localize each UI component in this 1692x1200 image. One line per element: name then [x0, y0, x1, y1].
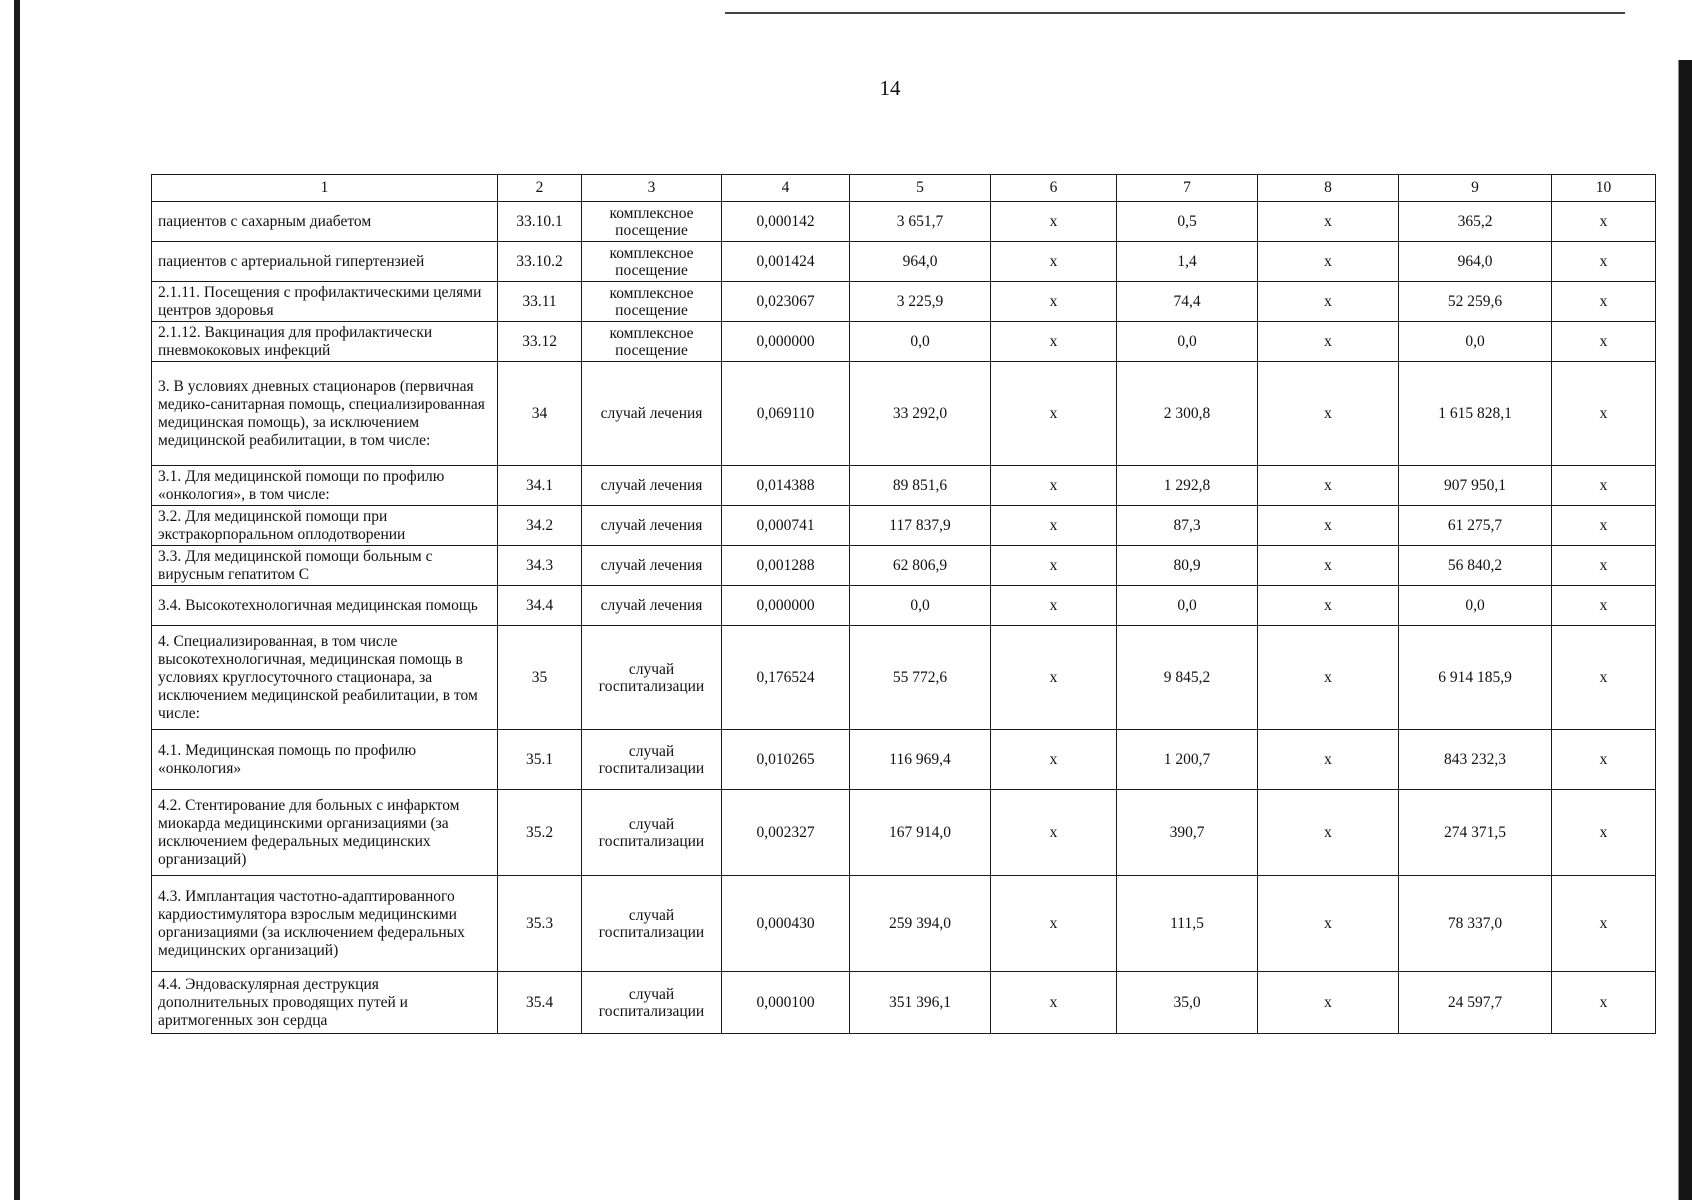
unit-cell: случай лечения [582, 466, 722, 506]
value-col9-cell: 56 840,2 [1399, 546, 1552, 586]
table-header-row [152, 175, 1656, 202]
unit-cell: случай госпитализации [582, 626, 722, 730]
value-col5-cell: 33 292,0 [850, 362, 991, 466]
value-col10-cell: х [1552, 282, 1656, 322]
header-cell: 4 [722, 175, 850, 202]
header-cell: 10 [1552, 175, 1656, 202]
value-col8-cell: х [1258, 322, 1399, 362]
unit-cell: случай лечения [582, 586, 722, 626]
value-col4-cell: 0,001424 [722, 242, 850, 282]
value-col5-cell: 351 396,1 [850, 972, 991, 1034]
value-col8-cell: х [1258, 586, 1399, 626]
table-row [152, 972, 1656, 1034]
value-col9-cell: 78 337,0 [1399, 876, 1552, 972]
value-col8-cell: х [1258, 282, 1399, 322]
value-col9-cell: 0,0 [1399, 322, 1552, 362]
row-code-cell: 34 [498, 362, 582, 466]
value-col6-cell: х [991, 626, 1117, 730]
row-code-cell: 34.4 [498, 586, 582, 626]
value-col7-cell: 0,0 [1117, 586, 1258, 626]
value-col6-cell: х [991, 730, 1117, 790]
indicator-name-cell: 3.3. Для медицинской помощи больным с вирусным гепатитом С [152, 546, 498, 586]
table-row [152, 202, 1656, 242]
value-col10-cell: х [1552, 506, 1656, 546]
header-cell: 3 [582, 175, 722, 202]
value-col9-cell: 365,2 [1399, 202, 1552, 242]
value-col5-cell: 3 225,9 [850, 282, 991, 322]
scan-edge-right [1670, 60, 1692, 1200]
value-col4-cell: 0,069110 [722, 362, 850, 466]
header-cell: 6 [991, 175, 1117, 202]
table-row [152, 546, 1656, 586]
value-col8-cell: х [1258, 790, 1399, 876]
value-col4-cell: 0,176524 [722, 626, 850, 730]
value-col10-cell: х [1552, 790, 1656, 876]
value-col6-cell: х [991, 972, 1117, 1034]
row-code-cell: 34.1 [498, 466, 582, 506]
indicator-name-cell: 4.4. Эндоваскулярная деструкция дополнительных проводящих путей и аритмогенных зон сердца [152, 972, 498, 1034]
value-col7-cell: 80,9 [1117, 546, 1258, 586]
value-col8-cell: х [1258, 972, 1399, 1034]
indicator-name-cell: 3. В условиях дневных стационаров (первичная медико-санитарная помощь, специализированная медицинская помощь), за исключением медицинской реабилитации, в том числе: [152, 362, 498, 466]
unit-cell: случай лечения [582, 362, 722, 466]
row-code-cell: 34.3 [498, 546, 582, 586]
table-row [152, 282, 1656, 322]
value-col9-cell: 61 275,7 [1399, 506, 1552, 546]
row-code-cell: 33.10.1 [498, 202, 582, 242]
value-col9-cell: 6 914 185,9 [1399, 626, 1552, 730]
value-col7-cell: 111,5 [1117, 876, 1258, 972]
value-col7-cell: 87,3 [1117, 506, 1258, 546]
indicator-name-cell: 3.4. Высокотехнологичная медицинская помощь [152, 586, 498, 626]
value-col9-cell: 964,0 [1399, 242, 1552, 282]
value-col6-cell: х [991, 876, 1117, 972]
value-col10-cell: х [1552, 876, 1656, 972]
page-number: 14 [879, 76, 901, 100]
value-col6-cell: х [991, 546, 1117, 586]
value-col10-cell: х [1552, 242, 1656, 282]
value-col8-cell: х [1258, 506, 1399, 546]
value-col8-cell: х [1258, 466, 1399, 506]
value-col8-cell: х [1258, 362, 1399, 466]
value-col5-cell: 167 914,0 [850, 790, 991, 876]
value-col7-cell: 0,0 [1117, 322, 1258, 362]
value-col5-cell: 0,0 [850, 322, 991, 362]
value-col4-cell: 0,000142 [722, 202, 850, 242]
indicator-name-cell: пациентов с сахарным диабетом [152, 202, 498, 242]
value-col5-cell: 116 969,4 [850, 730, 991, 790]
table-row [152, 586, 1656, 626]
indicator-name-cell: пациентов с артериальной гипертензией [152, 242, 498, 282]
value-col10-cell: х [1552, 322, 1656, 362]
value-col4-cell: 0,000741 [722, 506, 850, 546]
header-cell: 2 [498, 175, 582, 202]
value-col7-cell: 0,5 [1117, 202, 1258, 242]
indicator-name-cell: 4. Специализированная, в том числе высокотехнологичная, медицинская помощь в условиях круглосуточного стационара, за исключением медицинской реабилитации, в том числе: [152, 626, 498, 730]
value-col10-cell: х [1552, 202, 1656, 242]
value-col10-cell: х [1552, 546, 1656, 586]
value-col4-cell: 0,014388 [722, 466, 850, 506]
value-col8-cell: х [1258, 730, 1399, 790]
table-row [152, 322, 1656, 362]
table-row [152, 242, 1656, 282]
table-row [152, 362, 1656, 466]
indicator-name-cell: 3.1. Для медицинской помощи по профилю «онкология», в том числе: [152, 466, 498, 506]
value-col7-cell: 2 300,8 [1117, 362, 1258, 466]
value-col9-cell: 1 615 828,1 [1399, 362, 1552, 466]
value-col10-cell: х [1552, 972, 1656, 1034]
indicator-name-cell: 4.3. Имплантация частотно-адаптированного кардиостимулятора взрослым медицинскими организациями (за исключением федеральных медицинских организаций) [152, 876, 498, 972]
table-row [152, 466, 1656, 506]
value-col5-cell: 117 837,9 [850, 506, 991, 546]
value-col4-cell: 0,000000 [722, 322, 850, 362]
row-code-cell: 35 [498, 626, 582, 730]
row-code-cell: 33.11 [498, 282, 582, 322]
unit-cell: случай лечения [582, 546, 722, 586]
row-code-cell: 34.2 [498, 506, 582, 546]
value-col10-cell: х [1552, 586, 1656, 626]
value-col8-cell: х [1258, 546, 1399, 586]
value-col4-cell: 0,010265 [722, 730, 850, 790]
unit-cell: случай госпитализации [582, 876, 722, 972]
scan-edge-left [14, 0, 20, 1200]
unit-cell: комплексное посещение [582, 322, 722, 362]
unit-cell: случай госпитализации [582, 730, 722, 790]
row-code-cell: 35.2 [498, 790, 582, 876]
scan-line-top [725, 12, 1625, 14]
unit-cell: комплексное посещение [582, 242, 722, 282]
unit-cell: комплексное посещение [582, 202, 722, 242]
value-col6-cell: х [991, 506, 1117, 546]
row-code-cell: 35.3 [498, 876, 582, 972]
value-col10-cell: х [1552, 362, 1656, 466]
value-col6-cell: х [991, 242, 1117, 282]
row-code-cell: 35.1 [498, 730, 582, 790]
value-col7-cell: 1 292,8 [1117, 466, 1258, 506]
value-col7-cell: 9 845,2 [1117, 626, 1258, 730]
value-col4-cell: 0,023067 [722, 282, 850, 322]
header-cell: 7 [1117, 175, 1258, 202]
indicator-name-cell: 4.2. Стентирование для больных с инфарктом миокарда медицинскими организациями (за исключением федеральных медицинских организаций) [152, 790, 498, 876]
value-col4-cell: 0,000100 [722, 972, 850, 1034]
data-table [151, 174, 1656, 1034]
header-cell: 5 [850, 175, 991, 202]
table-row [152, 730, 1656, 790]
value-col7-cell: 35,0 [1117, 972, 1258, 1034]
value-col4-cell: 0,000430 [722, 876, 850, 972]
value-col4-cell: 0,002327 [722, 790, 850, 876]
value-col4-cell: 0,000000 [722, 586, 850, 626]
value-col9-cell: 0,0 [1399, 586, 1552, 626]
value-col5-cell: 3 651,7 [850, 202, 991, 242]
indicator-name-cell: 4.1. Медицинская помощь по профилю «онкология» [152, 730, 498, 790]
value-col7-cell: 390,7 [1117, 790, 1258, 876]
header-cell: 1 [152, 175, 498, 202]
unit-cell: случай госпитализации [582, 790, 722, 876]
header-cell: 9 [1399, 175, 1552, 202]
value-col6-cell: х [991, 282, 1117, 322]
value-col10-cell: х [1552, 730, 1656, 790]
indicator-name-cell: 3.2. Для медицинской помощи при экстракорпоральном оплодотворении [152, 506, 498, 546]
value-col6-cell: х [991, 362, 1117, 466]
value-col7-cell: 1 200,7 [1117, 730, 1258, 790]
table-row [152, 876, 1656, 972]
value-col10-cell: х [1552, 626, 1656, 730]
table-row [152, 506, 1656, 546]
table-row [152, 626, 1656, 730]
value-col5-cell: 0,0 [850, 586, 991, 626]
value-col4-cell: 0,001288 [722, 546, 850, 586]
unit-cell: случай госпитализации [582, 972, 722, 1034]
value-col6-cell: х [991, 790, 1117, 876]
value-col6-cell: х [991, 586, 1117, 626]
value-col8-cell: х [1258, 876, 1399, 972]
value-col9-cell: 907 950,1 [1399, 466, 1552, 506]
header-cell: 8 [1258, 175, 1399, 202]
row-code-cell: 33.12 [498, 322, 582, 362]
unit-cell: комплексное посещение [582, 282, 722, 322]
value-col6-cell: х [991, 466, 1117, 506]
row-code-cell: 35.4 [498, 972, 582, 1034]
indicator-name-cell: 2.1.12. Вакцинация для профилактически пневмококовых инфекций [152, 322, 498, 362]
table-row [152, 790, 1656, 876]
value-col8-cell: х [1258, 242, 1399, 282]
value-col8-cell: х [1258, 626, 1399, 730]
indicator-name-cell: 2.1.11. Посещения с профилактическими целями центров здоровья [152, 282, 498, 322]
value-col5-cell: 259 394,0 [850, 876, 991, 972]
value-col6-cell: х [991, 202, 1117, 242]
value-col5-cell: 62 806,9 [850, 546, 991, 586]
value-col5-cell: 55 772,6 [850, 626, 991, 730]
value-col9-cell: 843 232,3 [1399, 730, 1552, 790]
value-col10-cell: х [1552, 466, 1656, 506]
value-col9-cell: 52 259,6 [1399, 282, 1552, 322]
value-col5-cell: 964,0 [850, 242, 991, 282]
value-col7-cell: 1,4 [1117, 242, 1258, 282]
value-col7-cell: 74,4 [1117, 282, 1258, 322]
value-col9-cell: 24 597,7 [1399, 972, 1552, 1034]
value-col8-cell: х [1258, 202, 1399, 242]
unit-cell: случай лечения [582, 506, 722, 546]
value-col5-cell: 89 851,6 [850, 466, 991, 506]
row-code-cell: 33.10.2 [498, 242, 582, 282]
value-col9-cell: 274 371,5 [1399, 790, 1552, 876]
value-col6-cell: х [991, 322, 1117, 362]
